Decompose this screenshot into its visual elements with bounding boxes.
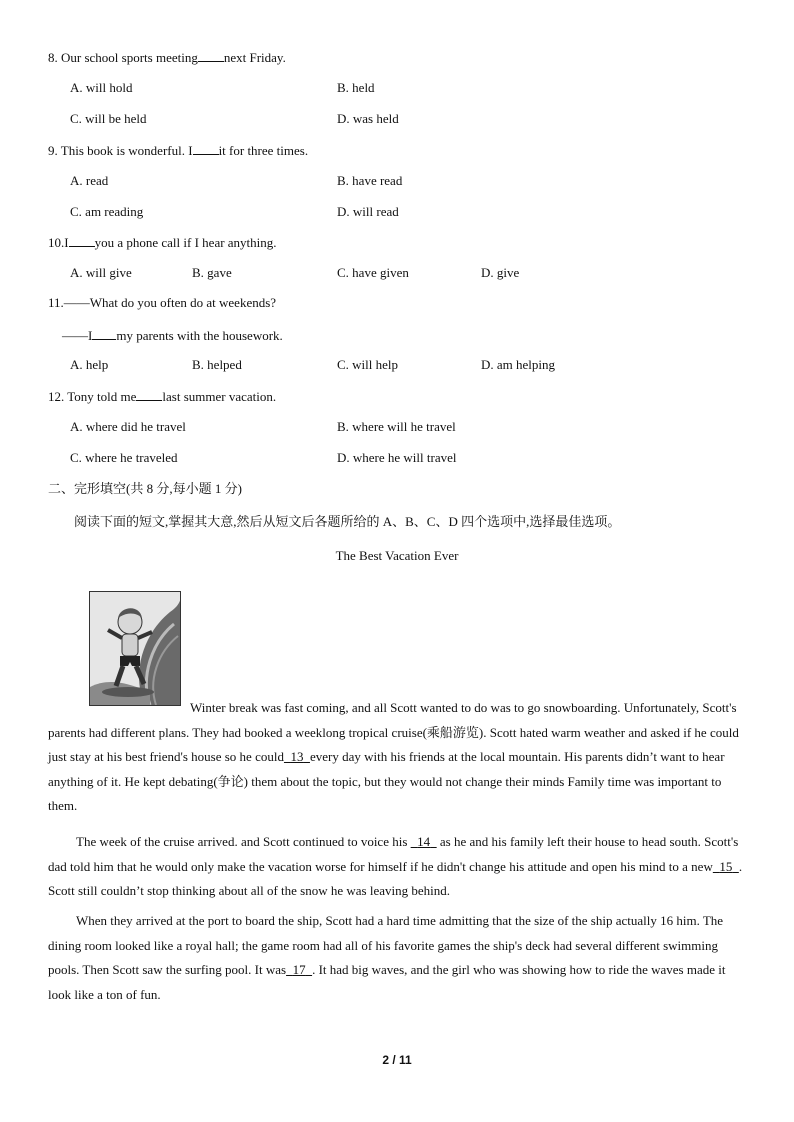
blank-15: [713, 859, 739, 874]
passage-paragraph-3: [48, 909, 743, 1007]
q11-option-d: D. am helping: [481, 357, 556, 372]
p3-text-1: When they arrived at the port to board the ship, Scott had a hard time admitting that the size of the ship actually 16 him. The dining room looked like a royal hall; the game room had all of his favorite games the ship's deck had several different swimming pools. Then Scott saw the surfing pool. It was: [48, 913, 724, 977]
q10-option-c: C. have given: [337, 265, 409, 280]
question-10: [48, 234, 277, 251]
passage-paragraph-2: [48, 830, 743, 904]
question-11-reply: [62, 327, 283, 344]
surf-image-icon: [90, 592, 180, 705]
q8-option-d: D. was held: [337, 111, 399, 126]
q8-stem-before: 8. Our school sports meeting: [48, 50, 198, 65]
passage-title: The Best Vacation Ever: [335, 548, 459, 563]
q9-blank: [193, 142, 219, 155]
q8-stem-after: next Friday.: [223, 50, 286, 65]
boy-surfing-wave-illustration: [89, 591, 181, 706]
q12-stem-after: last summer vacation.: [162, 389, 277, 404]
question-12: [48, 388, 276, 405]
q10-option-b: B. gave: [192, 265, 232, 280]
question-8: [48, 49, 286, 66]
p2-text-1: The week of the cruise arrived. and Scott continued to voice his: [76, 834, 408, 849]
q10-option-d: D. give: [481, 265, 520, 280]
p1-text-1: Winter break was fast coming, and all Scott wanted to do was to go snowboarding. Unfortunately, Scott's parents had different plans. They had booked a weeklong tropical cruise(乘船游览). Scott hated warm weather and asked if he could just stay at his best friend's house so he could: [48, 700, 739, 764]
q11-option-a: A. help: [70, 357, 109, 372]
p3-text-2: . It had big waves, and the girl who was showing how to ride the waves made it look like a ton of fun.: [48, 962, 726, 1002]
question-9: [48, 142, 308, 159]
q9-option-b: B. have read: [337, 173, 403, 188]
q9-stem-before: 9. This book is wonderful. I: [48, 143, 193, 158]
q11-option-c: C. will help: [337, 357, 399, 372]
q10-blank: [69, 234, 95, 247]
q11-option-b: B. helped: [192, 357, 242, 372]
q9-option-d: D. will read: [337, 204, 399, 219]
q10-stem-after: you a phone call if I hear anything.: [94, 235, 277, 250]
passage-paragraph-1: [48, 696, 743, 819]
p1-text-2: every day with his friends at the local mountain. His parents didn’t want to hear anything of it. He kept debating(争论) them about the topic, but they would not change their minds Family time was important to them.: [48, 749, 725, 813]
q12-option-c: C. where he traveled: [70, 450, 178, 465]
q8-option-c: C. will be held: [70, 111, 147, 126]
question-11: 11.——What do you often do at weekends?: [48, 295, 277, 310]
blank-13: [284, 749, 310, 764]
p2-text-2: as he and his family left their house to head south. Scott's dad told him that he would only make the vacation worse for himself if he didn't change his attitude and open his mind to a new: [48, 834, 739, 874]
q9-option-c: C. am reading: [70, 204, 144, 219]
section-instruction: 阅读下面的短文,掌握其大意,然后从短文后各题所给的 A、B、C、D 四个选项中,选择最佳选项。: [74, 514, 621, 529]
blank-13-number: 13: [290, 749, 304, 764]
q12-stem-before: 12. Tony told me: [48, 389, 137, 404]
q12-option-a: A. where did he travel: [70, 419, 186, 434]
q12-option-b: B. where will he travel: [337, 419, 456, 434]
q8-option-b: B. held: [337, 80, 375, 95]
section-heading: 二、完形填空(共 8 分,每小题 1 分): [48, 481, 242, 496]
page-number: 2 / 11: [382, 1053, 412, 1067]
q12-blank: [136, 388, 162, 401]
blank-14: [411, 834, 437, 849]
q10-stem-before: 10.I: [48, 235, 69, 250]
q10-option-a: A. will give: [70, 265, 132, 280]
q9-option-a: A. read: [70, 173, 109, 188]
q11-reply-after: my parents with the housework.: [116, 328, 283, 343]
q11-blank: [92, 327, 116, 340]
blank-14-number: 14: [417, 834, 431, 849]
blank-17: [286, 962, 312, 977]
blank-15-number: 15: [719, 858, 733, 874]
q9-stem-after: it for three times.: [218, 143, 309, 158]
q12-option-d: D. where he will travel: [337, 450, 457, 465]
q11-reply-before: ——I: [62, 328, 93, 343]
q8-blank: [198, 49, 224, 62]
p2-text-3: . Scott still couldn’t stop thinking about all of the snow he was leaving behind.: [48, 858, 743, 898]
q8-option-a: A. will hold: [70, 80, 133, 95]
blank-17-number: 17: [292, 962, 306, 977]
